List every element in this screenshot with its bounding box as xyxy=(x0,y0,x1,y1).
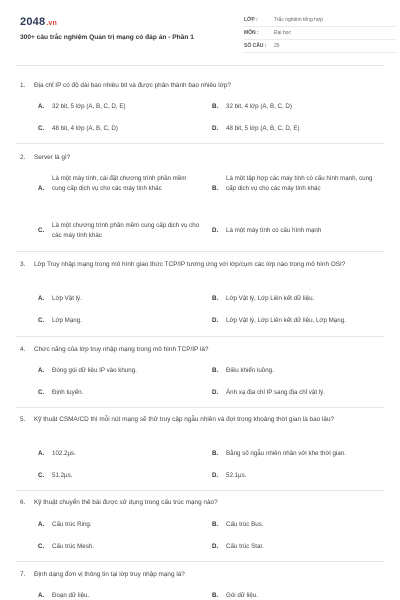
meta-value: Đại học xyxy=(274,30,291,36)
question-divider xyxy=(16,561,384,562)
question-number: 1. xyxy=(20,82,26,89)
option-text: Cấu trúc Ring. xyxy=(52,521,92,528)
logo-suffix: .vn xyxy=(46,20,57,27)
question-text: Kỹ thuật chuyển thẻ bài được sử dụng trong cấu trúc mạng nào? xyxy=(34,499,218,506)
option-text: 102.2µs. xyxy=(52,450,76,457)
option-letter: A. xyxy=(38,521,45,528)
question-text: Server là gì? xyxy=(34,154,71,161)
option-a[interactable] xyxy=(38,591,198,600)
option-text: Là một máy tính, cài đặt chương trình phần mềm cung cấp dịch vụ cho các máy tính khác xyxy=(52,175,187,192)
question-2 xyxy=(20,152,380,163)
question-number: 5. xyxy=(20,416,26,423)
option-a[interactable] xyxy=(38,449,198,459)
option-text: 32 bit, 5 lớp (A, B, C, D, E) xyxy=(52,103,126,110)
question-text: Định dạng đơn vị thông tin tại lớp truy nhập mạng là? xyxy=(34,571,185,578)
option-text: Điều khiển luồng. xyxy=(226,367,274,374)
option-letter: C. xyxy=(38,472,45,479)
option-text: Cấu trúc Bus. xyxy=(226,521,264,528)
meta-label: MÔN : xyxy=(244,30,259,36)
option-a[interactable] xyxy=(38,102,198,112)
question-number: 3. xyxy=(20,261,26,268)
option-letter: A. xyxy=(38,295,45,302)
meta-value: 25 xyxy=(274,43,280,49)
question-divider xyxy=(16,407,384,408)
option-text: Là một tập hợp các máy tính có cấu hình mạnh, cung cấp dịch vụ cho các máy tính khác xyxy=(226,175,373,192)
meta-row-count xyxy=(244,40,396,53)
question-7 xyxy=(20,569,380,580)
option-d[interactable] xyxy=(212,542,382,552)
option-b[interactable] xyxy=(212,366,382,376)
option-text: Gói dữ liệu. xyxy=(226,592,259,599)
question-number: 7. xyxy=(20,571,26,578)
option-letter: D. xyxy=(212,543,219,550)
question-divider xyxy=(16,251,384,252)
option-letter: B. xyxy=(212,367,219,374)
document-header xyxy=(16,0,384,66)
question-number: 6. xyxy=(20,499,26,506)
question-5 xyxy=(20,414,380,425)
option-b[interactable] xyxy=(212,102,382,112)
option-text: Ánh xạ địa chỉ IP sang địa chỉ vật lý. xyxy=(226,389,325,396)
option-d[interactable] xyxy=(212,388,382,398)
option-text: 51.2µs. xyxy=(52,472,73,479)
question-4 xyxy=(20,344,380,355)
option-text: Bằng số ngẫu nhiên nhân với khe thời gian. xyxy=(226,450,346,457)
logo-text: 2048 xyxy=(20,16,46,28)
option-letter: B. xyxy=(212,592,219,599)
option-a[interactable] xyxy=(38,294,198,304)
option-letter: B. xyxy=(212,103,219,110)
option-text: Cấu trúc Star. xyxy=(226,543,264,550)
option-a[interactable] xyxy=(38,520,198,530)
option-letter: B. xyxy=(212,295,219,302)
option-text: 52.1µs. xyxy=(226,472,247,479)
question-3 xyxy=(20,259,380,270)
option-letter: B. xyxy=(212,185,219,192)
option-letter: A. xyxy=(38,103,45,110)
meta-row-subject xyxy=(244,27,396,40)
option-letter: D. xyxy=(212,389,219,396)
meta-label: LỚP : xyxy=(244,17,258,23)
option-b[interactable] xyxy=(212,591,382,600)
option-c[interactable] xyxy=(38,221,200,241)
question-divider xyxy=(16,336,384,337)
option-text: Đoạn dữ liệu. xyxy=(52,592,90,599)
option-letter: D. xyxy=(212,125,219,132)
option-letter: D. xyxy=(212,317,219,324)
document-meta xyxy=(244,14,396,53)
option-c[interactable] xyxy=(38,388,198,398)
option-letter: A. xyxy=(38,367,45,374)
question-number: 2. xyxy=(20,154,26,161)
option-text: Là một chương trình phần mềm cung cấp dịch vụ cho các máy tính khác xyxy=(52,222,200,239)
question-number: 4. xyxy=(20,346,26,353)
option-b[interactable] xyxy=(212,174,382,194)
site-logo[interactable] xyxy=(20,16,57,28)
question-divider xyxy=(16,143,384,144)
option-letter: A. xyxy=(38,592,45,599)
document-title: 300+ câu trắc nghiệm Quản trị mạng có đáp án - Phần 1 xyxy=(20,34,194,41)
option-letter: C. xyxy=(38,317,45,324)
option-d[interactable] xyxy=(212,226,382,236)
question-6 xyxy=(20,497,380,508)
option-text: Cấu trúc Mesh. xyxy=(52,543,94,550)
option-letter: C. xyxy=(38,125,45,132)
option-text: Lớp Mạng. xyxy=(52,317,82,324)
option-text: 32 bit, 4 lớp (A, B, C, D) xyxy=(226,103,292,110)
option-letter: A. xyxy=(38,185,45,192)
meta-row-class xyxy=(244,14,396,27)
option-b[interactable] xyxy=(212,294,382,304)
question-text: Lớp Truy nhập mạng trong mô hình giao thức TCP/IP tương ứng với lớp/cụm các lớp nào trong mô hình OSI? xyxy=(34,261,346,268)
option-c[interactable] xyxy=(38,316,198,326)
option-b[interactable] xyxy=(212,449,384,459)
option-d[interactable] xyxy=(212,316,384,326)
option-text: 48 bit, 4 lớp (A, B, C, D) xyxy=(52,125,118,132)
option-c[interactable] xyxy=(38,471,198,481)
option-letter: B. xyxy=(212,450,219,457)
option-d[interactable] xyxy=(212,124,382,134)
option-letter: A. xyxy=(38,450,45,457)
question-text: Kỹ thuật CSMA/CD thì mỗi nút mạng sẽ thử truy cập ngẫu nhiên và đợi trong khoảng thời gian là bao lâu? xyxy=(34,416,335,423)
option-a[interactable] xyxy=(38,174,200,194)
option-a[interactable] xyxy=(38,366,198,376)
meta-value: Trắc nghiệm tổng hợp xyxy=(274,17,323,23)
meta-label: SỐ CÂU : xyxy=(244,43,267,49)
option-letter: B. xyxy=(212,521,219,528)
question-text: Chức năng của lớp truy nhập mạng trong mô hình TCP/IP là? xyxy=(34,346,209,353)
option-d[interactable] xyxy=(212,471,382,481)
question-1 xyxy=(20,80,380,91)
option-text: Lớp Vật lý, Lớp Liên kết dữ liệu. xyxy=(226,295,315,302)
option-text: Định tuyến. xyxy=(52,389,84,396)
option-letter: C. xyxy=(38,543,45,550)
question-divider xyxy=(16,490,384,491)
option-letter: C. xyxy=(38,389,45,396)
option-text: Đóng gói dữ liệu IP vào khung. xyxy=(52,367,137,374)
option-text: 48 bit, 5 lớp (A, B, C, D, E) xyxy=(226,125,300,132)
option-text: Là một máy tính có cấu hình mạnh xyxy=(226,227,322,234)
option-letter: D. xyxy=(212,227,219,234)
option-c[interactable] xyxy=(38,124,198,134)
option-b[interactable] xyxy=(212,520,382,530)
option-c[interactable] xyxy=(38,542,198,552)
option-text: Lớp Vật lý. xyxy=(52,295,82,302)
question-text: Địa chỉ IP có độ dài bao nhiêu bit và được phân thành bao nhiêu lớp? xyxy=(34,82,231,89)
option-letter: D. xyxy=(212,472,219,479)
option-letter: C. xyxy=(38,227,45,234)
option-text: Lớp Vật lý, Lớp Liên kết dữ liệu, Lớp Mạng. xyxy=(226,317,346,324)
